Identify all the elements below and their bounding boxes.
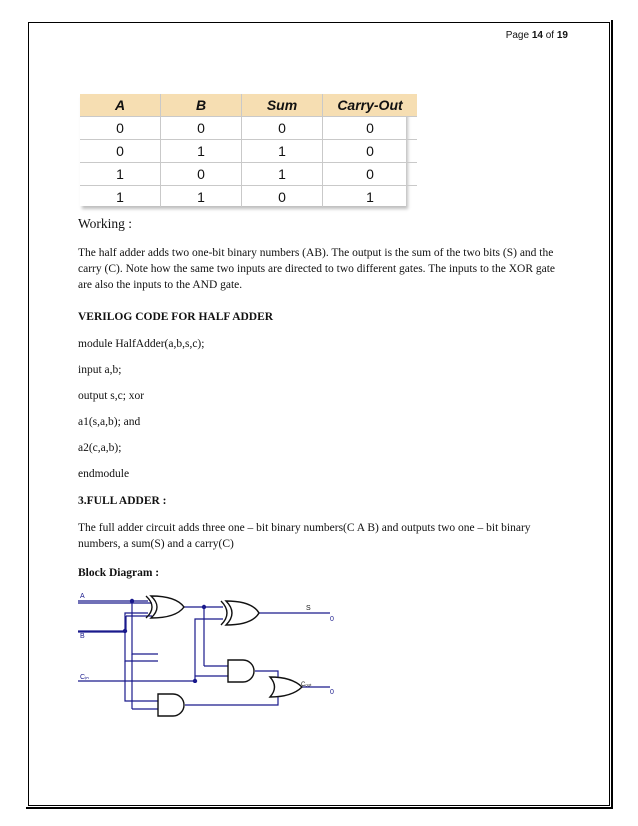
label-cout: Cₒᵤₜ <box>301 682 312 688</box>
or-gate <box>270 677 302 697</box>
wire-and2-out <box>185 692 278 705</box>
table-cell: 1 <box>80 186 161 209</box>
code-line: a1(s,a,b); and <box>78 416 141 428</box>
header-b: B <box>161 94 242 117</box>
table-cell: 0 <box>161 117 242 140</box>
working-heading: Working : <box>78 216 133 231</box>
table-row <box>80 186 417 209</box>
table-cell: 0 <box>161 163 242 186</box>
table-cell: 1 <box>161 186 242 209</box>
table-cell: 0 <box>80 140 161 163</box>
truth-table-header-row <box>80 94 417 117</box>
verilog-heading: VERILOG CODE FOR HALF ADDER <box>78 311 274 323</box>
table-cell: 0 <box>242 117 323 140</box>
code-line: input a,b; <box>78 364 122 376</box>
full-adder-paragraph: The full adder circuit adds three one – bit binary numbers(C A B) and outputs two one – bit binary numbers, a sum(S) and a carry(C) <box>78 522 531 550</box>
table-row <box>80 163 417 186</box>
table-cell: 1 <box>161 140 242 163</box>
working-paragraph: The half adder adds two one-bit binary numbers (AB). The output is the sum of the two bits (S) and the carry (C). Note how the same two inputs are directed to two different gates. The inputs to the XOR gate are also the inputs to the AND gate. <box>78 247 556 291</box>
code-line: output s,c; xor <box>78 390 145 402</box>
truth-table <box>80 94 417 208</box>
output-s-value: 0 <box>330 616 334 623</box>
table-row <box>80 117 417 140</box>
table-cell: 1 <box>366 189 374 205</box>
label-a: A <box>80 593 85 600</box>
table-cell: 1 <box>80 163 161 186</box>
header-a: A <box>80 94 161 117</box>
circuit-lower-svg <box>78 588 348 778</box>
header-carry-out: Carry-Out <box>323 94 418 117</box>
page-number: Page 14 of 19 <box>505 30 568 41</box>
table-cell: 0 <box>323 140 418 163</box>
table-cell: 0 <box>323 163 418 186</box>
table-cell: 1 <box>242 140 323 163</box>
and-gate-2 <box>158 694 184 716</box>
label-cin: Cᵢₙ <box>80 674 89 681</box>
code-line: module HalfAdder(a,b,s,c); <box>78 338 205 350</box>
label-b: B <box>80 633 85 640</box>
table-cell: 0 <box>242 186 323 209</box>
code-line: a2(c,a,b); <box>78 442 122 454</box>
label-s: S <box>306 605 311 612</box>
table-cell: 1 <box>242 163 323 186</box>
output-cout-value: 0 <box>330 689 334 696</box>
code-line: endmodule <box>78 468 130 480</box>
and-gate-1 <box>228 660 254 682</box>
block-diagram-heading: Block Diagram : <box>78 567 160 579</box>
wire-and2-in1 <box>125 661 158 701</box>
table-cell: 0 <box>80 117 161 140</box>
header-sum: Sum <box>242 94 323 117</box>
table-cell: 0 <box>323 117 418 140</box>
table-row <box>80 140 417 163</box>
full-adder-heading: 3.FULL ADDER : <box>78 495 167 507</box>
